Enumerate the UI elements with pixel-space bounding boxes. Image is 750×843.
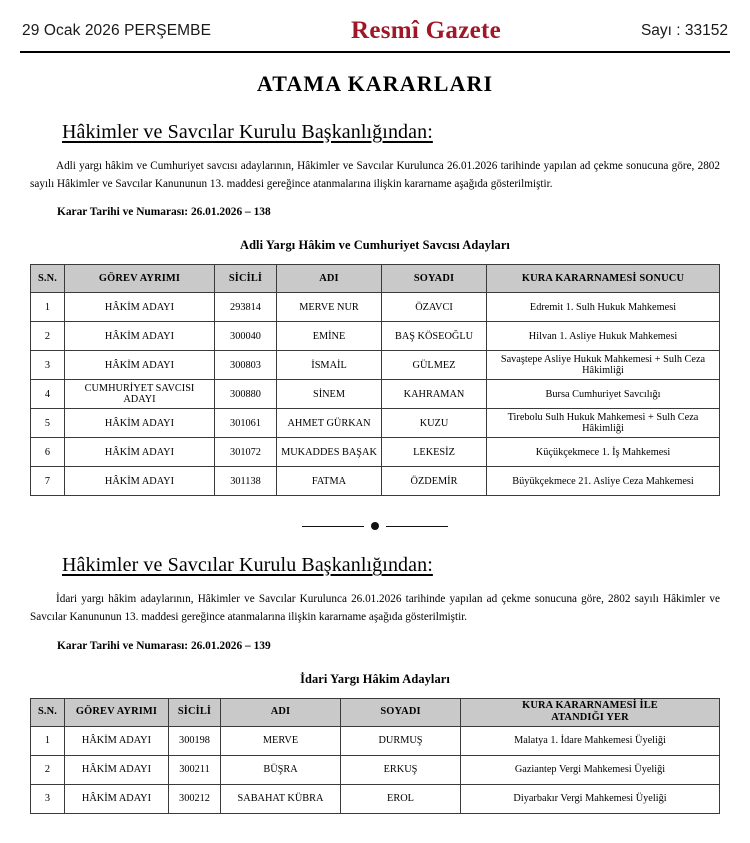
cell-sicil: 300040	[215, 322, 277, 351]
table-row	[31, 409, 720, 438]
section-adli-yargi	[0, 121, 750, 496]
cell-sn: 7	[31, 467, 65, 496]
cell-adi: BÜŞRA	[221, 755, 341, 784]
section-heading: Hâkimler ve Savcılar Kurulu Başkanlığından:	[62, 121, 433, 143]
cell-sicil: 300198	[169, 726, 221, 755]
section-idari-yargi	[0, 554, 750, 813]
masthead-divider	[20, 51, 730, 53]
cell-adi: SABAHAT KÜBRA	[221, 784, 341, 813]
table-body	[31, 293, 720, 496]
cell-gorev: HÂKİM ADAYI	[65, 351, 215, 380]
column-header-soyadi: SOYADI	[382, 265, 487, 293]
cell-sonuc: Edremit 1. Sulh Hukuk Mahkemesi	[487, 293, 720, 322]
table-row	[31, 322, 720, 351]
table-row	[31, 467, 720, 496]
cell-adi: MUKADDES BAŞAK	[277, 438, 382, 467]
cell-gorev: HÂKİM ADAYI	[65, 467, 215, 496]
appointments-table-adli	[30, 264, 720, 496]
cell-soyadi: GÜLMEZ	[382, 351, 487, 380]
column-header-line1: KURA KARARNAMESİ İLE	[522, 699, 658, 711]
cell-gorev: HÂKİM ADAYI	[65, 322, 215, 351]
cell-sn: 1	[31, 293, 65, 322]
cell-adi: MERVE NUR	[277, 293, 382, 322]
cell-sonuc: Küçükçekmece 1. İş Mahkemesi	[487, 438, 720, 467]
table-caption: İdari Yargı Hâkim Adayları	[300, 671, 450, 686]
divider-bar-left	[302, 526, 364, 527]
cell-soyadi: DURMUŞ	[341, 726, 461, 755]
cell-gorev: CUMHURİYET SAVCISI ADAYI	[65, 380, 215, 409]
column-header-soyadi: SOYADI	[341, 698, 461, 726]
cell-atandigi-yer: Gaziantep Vergi Mahkemesi Üyeliği	[461, 755, 720, 784]
cell-soyadi: EROL	[341, 784, 461, 813]
cell-soyadi: BAŞ KÖSEOĞLU	[382, 322, 487, 351]
appointments-table-idari	[30, 698, 720, 814]
cell-sn: 1	[31, 726, 65, 755]
cell-gorev: HÂKİM ADAYI	[65, 438, 215, 467]
section-paragraph: İdari yargı hâkim adaylarının, Hâkimler ve Savcılar Kurulunca 26.01.2026 tarihinde yapılan ad çekme sonucuna göre, 2802 sayılı Hâkimler ve Savcılar Kanununun 13. maddesi gereğince atanmalarına ilişkin kararname aşağıda gösterilmiştir.	[30, 593, 720, 624]
cell-sn: 6	[31, 438, 65, 467]
table-header-row	[31, 265, 720, 293]
cell-sicil: 293814	[215, 293, 277, 322]
column-header-gorev: GÖREV AYRIMI	[65, 265, 215, 293]
cell-sicil: 301072	[215, 438, 277, 467]
cell-soyadi: ERKUŞ	[341, 755, 461, 784]
cell-sn: 2	[31, 755, 65, 784]
cell-sn: 3	[31, 784, 65, 813]
cell-soyadi: KAHRAMAN	[382, 380, 487, 409]
cell-sonuc: Tirebolu Sulh Hukuk Mahkemesi + Sulh Ceza Hâkimliği	[487, 409, 720, 438]
column-header-adi: ADI	[277, 265, 382, 293]
cell-gorev: HÂKİM ADAYI	[65, 409, 215, 438]
publication-date: 29 Ocak 2026 PERŞEMBE	[22, 22, 212, 39]
cell-atandigi-yer: Diyarbakır Vergi Mahkemesi Üyeliği	[461, 784, 720, 813]
section-ornament-divider	[0, 522, 750, 530]
cell-sicil: 300212	[169, 784, 221, 813]
cell-gorev: HÂKİM ADAYI	[65, 755, 169, 784]
cell-gorev: HÂKİM ADAYI	[65, 293, 215, 322]
table-body	[31, 726, 720, 813]
cell-sicil: 301138	[215, 467, 277, 496]
column-header-sicil: SİCİLİ	[215, 265, 277, 293]
cell-adi: EMİNE	[277, 322, 382, 351]
cell-sn: 4	[31, 380, 65, 409]
cell-adi: AHMET GÜRKAN	[277, 409, 382, 438]
table-row	[31, 755, 720, 784]
column-header-sonuc: KURA KARARNAMESİ SONUCU	[487, 265, 720, 293]
cell-atandigi-yer: Malatya 1. İdare Mahkemesi Üyeliği	[461, 726, 720, 755]
column-header-adi: ADI	[221, 698, 341, 726]
table-row	[31, 351, 720, 380]
cell-soyadi: ÖZDEMİR	[382, 467, 487, 496]
section-paragraph: Adli yargı hâkim ve Cumhuriyet savcısı adaylarının, Hâkimler ve Savcılar Kurulunca 26.01.2026 tarihinde yapılan ad çekme sonucuna göre, 2802 sayılı Hâkimler ve Savcılar Kanununun 13. maddesi gereğince atanmalarına ilişkin kararname aşağıda gösterilmiştir.	[30, 160, 720, 190]
column-header-atandigi-yer	[461, 698, 720, 726]
cell-adi: SİNEM	[277, 380, 382, 409]
cell-sicil: 300880	[215, 380, 277, 409]
cell-sonuc: Savaştepe Asliye Hukuk Mahkemesi + Sulh Ceza Hâkimliği	[487, 351, 720, 380]
table-row	[31, 380, 720, 409]
column-header-sn: S.N.	[31, 698, 65, 726]
cell-sicil: 300803	[215, 351, 277, 380]
cell-adi: MERVE	[221, 726, 341, 755]
cell-adi: FATMA	[277, 467, 382, 496]
decision-date-number: Karar Tarihi ve Numarası: 26.01.2026 – 139	[57, 639, 271, 652]
page-title: ATAMA KARARLARI	[256, 71, 494, 96]
cell-sicil: 300211	[169, 755, 221, 784]
cell-adi: İSMAİL	[277, 351, 382, 380]
cell-sn: 2	[31, 322, 65, 351]
table-row	[31, 293, 720, 322]
column-header-gorev: GÖREV AYRIMI	[65, 698, 169, 726]
cell-soyadi: KUZU	[382, 409, 487, 438]
cell-gorev: HÂKİM ADAYI	[65, 726, 169, 755]
divider-bar-right	[386, 526, 448, 527]
cell-gorev: HÂKİM ADAYI	[65, 784, 169, 813]
divider-dot-icon	[371, 522, 379, 530]
column-header-sicil: SİCİLİ	[169, 698, 221, 726]
table-row	[31, 784, 720, 813]
issue-number: Sayı : 33152	[640, 22, 728, 39]
column-header-sn: S.N.	[31, 265, 65, 293]
cell-sonuc: Büyükçekmece 21. Asliye Ceza Mahkemesi	[487, 467, 720, 496]
column-header-line2: ATANDIĞI YER	[551, 712, 629, 724]
decision-date-number: Karar Tarihi ve Numarası: 26.01.2026 – 138	[57, 206, 271, 219]
table-header-row	[31, 698, 720, 726]
table-row	[31, 726, 720, 755]
cell-sicil: 301061	[215, 409, 277, 438]
cell-sn: 5	[31, 409, 65, 438]
gazette-logo: Resmî Gazete	[350, 17, 502, 44]
table-caption: Adli Yargı Hâkim ve Cumhuriyet Savcısı Adayları	[240, 238, 510, 253]
cell-sn: 3	[31, 351, 65, 380]
cell-sonuc: Bursa Cumhuriyet Savcılığı	[487, 380, 720, 409]
cell-sonuc: Hilvan 1. Asliye Hukuk Mahkemesi	[487, 322, 720, 351]
table-row	[31, 438, 720, 467]
cell-soyadi: ÖZAVCI	[382, 293, 487, 322]
section-heading: Hâkimler ve Savcılar Kurulu Başkanlığından:	[62, 554, 433, 577]
cell-soyadi: LEKESİZ	[382, 438, 487, 467]
masthead	[0, 0, 750, 48]
